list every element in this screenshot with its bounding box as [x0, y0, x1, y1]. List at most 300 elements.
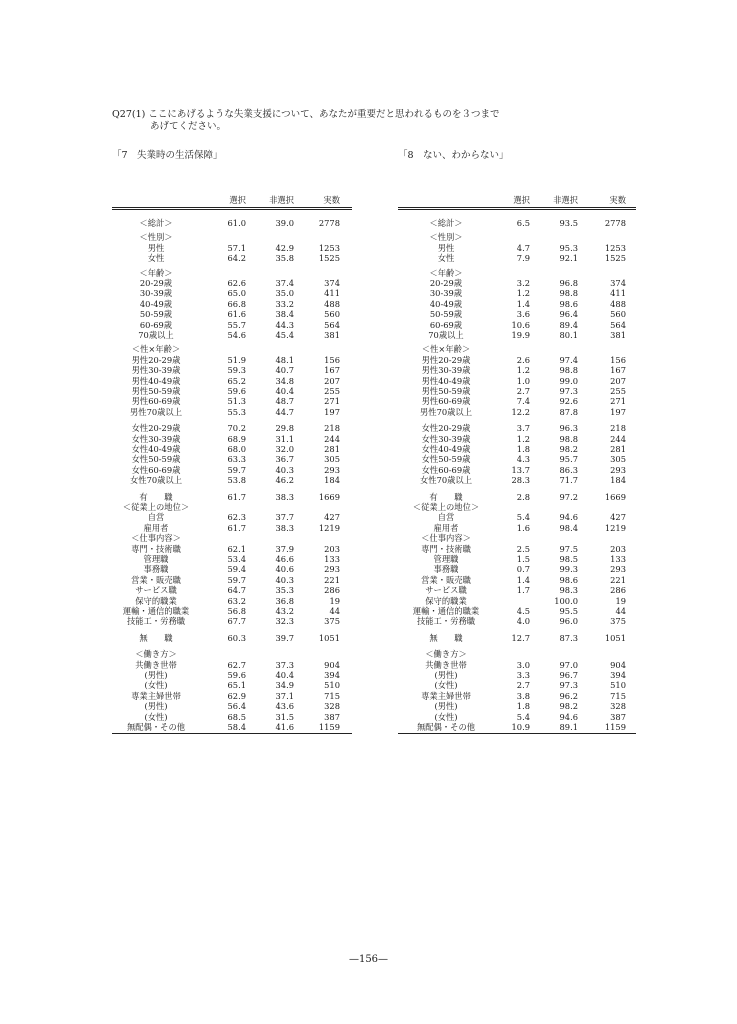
non-select-value: 92.1	[559, 253, 578, 264]
count-value: 197	[324, 406, 340, 417]
non-select-value: 96.2	[559, 690, 578, 701]
table-row	[112, 649, 352, 659]
row-label: 事務職	[433, 564, 459, 575]
non-select-value: 48.7	[275, 396, 294, 407]
table-row	[398, 355, 636, 365]
right-table-title: 「8 ない、わからない」	[398, 150, 509, 161]
count-value: 293	[324, 464, 340, 475]
row-label: 70歳以上	[428, 330, 464, 340]
non-select-value: 39.7	[275, 632, 294, 643]
non-select-value: 98.2	[559, 701, 578, 712]
non-select-value: 98.8	[559, 433, 578, 444]
count-value: 221	[324, 574, 340, 585]
row-label: 事務職	[143, 564, 169, 575]
row-label: (男性)	[144, 701, 168, 712]
row-label: 運輸・通信的職業	[122, 606, 190, 616]
select-value: 61.7	[227, 522, 246, 533]
header-select: 選択	[229, 195, 246, 205]
select-value: 64.2	[227, 253, 246, 264]
row-label: ＜性別＞	[139, 232, 173, 243]
table-row	[398, 434, 636, 444]
non-select-value: 99.0	[559, 375, 578, 386]
count-value: 328	[324, 701, 340, 712]
table-row	[112, 320, 352, 330]
non-select-value: 96.8	[559, 278, 578, 288]
non-select-value: 46.2	[275, 475, 294, 486]
row-label: 技能工・労務職	[416, 616, 476, 627]
non-select-value: 35.8	[275, 253, 294, 264]
count-value: 328	[610, 701, 626, 712]
table-row	[398, 670, 636, 680]
row-label: 30-39歳	[139, 288, 173, 299]
select-value: 54.6	[227, 330, 246, 340]
non-select-value: 40.6	[275, 564, 294, 575]
row-label: 女性60-69歳	[131, 464, 181, 475]
select-value: 1.4	[516, 574, 530, 585]
row-label: 専業主婦世帯	[421, 690, 471, 701]
row-label: 女性40-49歳	[421, 444, 471, 454]
non-select-value: 96.4	[559, 309, 578, 320]
non-select-value: 98.3	[559, 585, 578, 596]
non-select-value: 37.3	[275, 659, 294, 670]
count-value: 1159	[604, 722, 626, 732]
table-row	[398, 299, 636, 309]
question-text	[112, 109, 632, 133]
table-row	[112, 386, 352, 396]
table-row	[112, 218, 352, 228]
header-non-select: 非選択	[553, 195, 578, 205]
table-row	[112, 365, 352, 375]
non-select-value: 43.2	[275, 606, 294, 616]
count-value: 510	[610, 680, 626, 691]
count-value: 255	[610, 386, 626, 396]
row-label: 雇用者	[143, 522, 169, 533]
non-select-value: 44.7	[275, 406, 294, 417]
non-select-value: 80.1	[559, 330, 578, 340]
select-value: 62.9	[227, 690, 246, 701]
table-row	[112, 712, 352, 722]
row-label: ＜働き方＞	[425, 649, 467, 660]
row-label: ＜総計＞	[139, 218, 173, 228]
count-value: 904	[610, 659, 626, 670]
table-row	[112, 575, 352, 585]
table-row	[112, 355, 352, 365]
count-value: 207	[324, 375, 340, 386]
row-label: 男性20-29歳	[131, 354, 181, 365]
count-value: 387	[610, 711, 626, 722]
non-select-value: 38.4	[275, 309, 294, 320]
count-value: 374	[610, 278, 626, 288]
count-value: 19	[615, 595, 626, 606]
non-select-value: 96.0	[559, 616, 578, 627]
row-label: ＜従業上の地位＞	[412, 502, 480, 512]
table-row	[112, 670, 352, 680]
row-label: 男性	[147, 242, 165, 253]
non-select-value: 98.4	[559, 522, 578, 533]
count-value: 1669	[604, 491, 626, 502]
select-value: 28.3	[511, 475, 530, 486]
table-row	[112, 606, 352, 616]
count-value: 156	[610, 354, 626, 365]
table-row	[112, 454, 352, 464]
select-value: 59.7	[227, 574, 246, 585]
non-select-value: 46.6	[275, 554, 294, 564]
table-bottom-rule	[398, 733, 636, 734]
table-row	[398, 606, 636, 616]
row-label: 60-69歳	[139, 319, 173, 330]
table-bottom-rule	[112, 733, 352, 734]
table-row	[398, 423, 636, 433]
count-value: 1669	[318, 491, 340, 502]
table-row	[398, 475, 636, 485]
select-value: 2.7	[516, 386, 530, 396]
select-value: 19.9	[511, 330, 530, 340]
select-value: 1.7	[516, 585, 530, 596]
non-select-value: 95.5	[559, 606, 578, 616]
table-header-rule	[398, 209, 636, 210]
non-select-value: 97.5	[559, 543, 578, 554]
select-value: 62.3	[227, 512, 246, 523]
table-row	[112, 299, 352, 309]
select-value: 2.8	[516, 491, 530, 502]
row-label: 専門・技術職	[131, 543, 181, 554]
select-value: 62.7	[227, 659, 246, 670]
table-row	[398, 575, 636, 585]
select-value: 68.9	[227, 433, 246, 444]
non-select-value: 39.0	[275, 218, 294, 228]
left-table-header	[112, 194, 352, 206]
select-value: 59.7	[227, 464, 246, 475]
select-value: 3.2	[516, 278, 530, 288]
select-value: 3.6	[516, 309, 530, 320]
count-value: 381	[324, 330, 340, 340]
non-select-value: 98.8	[559, 288, 578, 299]
row-label: ＜従業上の地位＞	[122, 502, 190, 512]
count-value: 203	[610, 543, 626, 554]
select-value: 65.2	[227, 375, 246, 386]
count-value: 44	[615, 606, 626, 616]
non-select-value: 31.1	[275, 433, 294, 444]
non-select-value: 97.0	[559, 659, 578, 670]
table-row	[398, 454, 636, 464]
row-label: 男性	[437, 242, 455, 253]
count-value: 564	[610, 319, 626, 330]
header-count: 実数	[609, 195, 626, 205]
select-value: 12.2	[511, 406, 530, 417]
row-label: 無 職	[429, 632, 463, 643]
count-value: 203	[324, 543, 340, 554]
table-row	[398, 232, 636, 242]
non-select-value: 40.7	[275, 365, 294, 376]
table-row	[112, 444, 352, 454]
row-label: 男性60-69歳	[421, 396, 471, 407]
row-label: 有 職	[139, 491, 173, 502]
row-label: 女性60-69歳	[421, 464, 471, 475]
row-label: 男性40-49歳	[131, 375, 181, 386]
non-select-value: 98.8	[559, 365, 578, 376]
row-label: ＜仕事内容＞	[131, 533, 181, 544]
count-value: 271	[324, 396, 340, 407]
non-select-value: 35.3	[275, 585, 294, 596]
table-row	[398, 691, 636, 701]
select-value: 51.3	[227, 396, 246, 407]
row-label: 雇用者	[433, 522, 459, 533]
non-select-value: 89.4	[559, 319, 578, 330]
count-value: 293	[610, 464, 626, 475]
table-row	[112, 243, 352, 253]
non-select-value: 95.7	[559, 454, 578, 465]
select-value: 53.8	[227, 475, 246, 486]
table-row	[398, 288, 636, 298]
non-select-value: 40.3	[275, 574, 294, 585]
table-row	[398, 278, 636, 288]
count-value: 394	[610, 670, 626, 680]
select-value: 1.6	[516, 522, 530, 533]
row-label: 男性40-49歳	[421, 375, 471, 386]
count-value: 2778	[318, 218, 340, 228]
table-row	[398, 544, 636, 554]
count-value: 2778	[604, 218, 626, 228]
count-value: 218	[324, 423, 340, 434]
count-value: 427	[324, 512, 340, 523]
non-select-value: 94.6	[559, 512, 578, 523]
non-select-value: 87.3	[559, 632, 578, 643]
count-value: 374	[324, 278, 340, 288]
select-value: 10.9	[511, 722, 530, 732]
table-row	[112, 554, 352, 564]
non-select-value: 98.2	[559, 444, 578, 454]
count-value: 184	[610, 475, 626, 486]
count-value: 305	[324, 454, 340, 465]
non-select-value: 98.6	[559, 574, 578, 585]
non-select-value: 37.7	[275, 512, 294, 523]
table-row	[112, 253, 352, 263]
row-label: (男性)	[434, 670, 458, 680]
non-select-value: 40.4	[275, 386, 294, 396]
table-row	[112, 376, 352, 386]
row-label: 営業・販売職	[131, 574, 181, 585]
non-select-value: 45.4	[275, 330, 294, 340]
count-value: 133	[610, 554, 626, 564]
table-row	[112, 633, 352, 643]
count-value: 197	[610, 406, 626, 417]
non-select-value: 34.8	[275, 375, 294, 386]
non-select-value: 97.4	[559, 354, 578, 365]
row-label: 女性50-59歳	[131, 454, 181, 465]
row-label: 70歳以上	[138, 330, 174, 340]
non-select-value: 97.2	[559, 491, 578, 502]
select-value: 64.7	[227, 585, 246, 596]
table-row	[398, 649, 636, 659]
non-select-value: 36.8	[275, 595, 294, 606]
count-value: 1219	[604, 522, 626, 533]
table-row	[398, 253, 636, 263]
select-value: 60.3	[227, 632, 246, 643]
count-value: 560	[610, 309, 626, 320]
non-select-value: 98.6	[559, 298, 578, 309]
non-select-value: 96.7	[559, 670, 578, 680]
table-row	[112, 722, 352, 732]
row-label: 30-39歳	[429, 288, 463, 299]
row-label: 自営	[147, 512, 165, 523]
non-select-value: 40.4	[275, 670, 294, 680]
row-label: 専門・技術職	[421, 543, 471, 554]
table-row	[398, 712, 636, 722]
table-row	[398, 309, 636, 319]
select-value: 70.2	[227, 423, 246, 434]
page-number: —156—	[348, 954, 389, 965]
count-value: 218	[610, 423, 626, 434]
select-value: 65.1	[227, 680, 246, 691]
row-label: 男性60-69歳	[131, 396, 181, 407]
count-value: 244	[324, 433, 340, 444]
non-select-value: 37.1	[275, 690, 294, 701]
row-label: 管理職	[433, 554, 459, 564]
select-value: 2.7	[516, 680, 530, 691]
row-label: 女性70歳以上	[129, 475, 183, 486]
right-table-header	[398, 194, 636, 206]
select-value: 61.0	[227, 218, 246, 228]
select-value: 55.3	[227, 406, 246, 417]
row-label: (男性)	[434, 701, 458, 712]
table-row	[112, 465, 352, 475]
table-row	[112, 564, 352, 574]
row-label: 女性40-49歳	[131, 444, 181, 454]
select-value: 4.0	[516, 616, 530, 627]
row-label: 共働き世帯	[135, 659, 177, 670]
count-value: 167	[324, 365, 340, 376]
row-label: 60-69歳	[429, 319, 463, 330]
row-label: 40-49歳	[429, 298, 463, 309]
table-row	[112, 434, 352, 444]
count-value: 281	[610, 444, 626, 454]
select-value: 66.8	[227, 298, 246, 309]
non-select-value: 29.8	[275, 423, 294, 434]
table-row	[112, 278, 352, 288]
table-row	[112, 544, 352, 554]
select-value: 2.5	[516, 543, 530, 554]
table-row	[112, 288, 352, 298]
select-value: 3.0	[516, 659, 530, 670]
table-row	[398, 365, 636, 375]
row-label: 40-49歳	[139, 298, 173, 309]
right-table	[398, 194, 636, 732]
row-label: 有 職	[429, 491, 463, 502]
table-row	[398, 218, 636, 228]
count-value: 133	[324, 554, 340, 564]
non-select-value: 40.3	[275, 464, 294, 475]
row-label: ＜性×年齢＞	[421, 344, 471, 355]
non-select-value: 31.5	[275, 711, 294, 722]
select-value: 63.3	[227, 454, 246, 465]
left-table	[112, 194, 352, 732]
row-label: 女性70歳以上	[419, 475, 473, 486]
count-value: 488	[324, 298, 340, 309]
select-value: 4.3	[516, 454, 530, 465]
row-label: 女性20-29歳	[131, 423, 181, 434]
non-select-value: 96.3	[559, 423, 578, 434]
table-row	[112, 330, 352, 340]
select-value: 56.8	[227, 606, 246, 616]
non-select-value: 32.0	[275, 444, 294, 454]
table-row	[112, 396, 352, 406]
count-value: 293	[610, 564, 626, 575]
non-select-value: 33.2	[275, 298, 294, 309]
count-value: 427	[610, 512, 626, 523]
row-label: 無 職	[139, 632, 173, 643]
select-value: 61.7	[227, 491, 246, 502]
table-row	[398, 596, 636, 606]
count-value: 387	[324, 711, 340, 722]
select-value: 65.0	[227, 288, 246, 299]
non-select-value: 37.9	[275, 543, 294, 554]
table-row	[112, 585, 352, 595]
select-value: 7.9	[516, 253, 530, 264]
header-select: 選択	[513, 195, 530, 205]
table-row	[112, 533, 352, 543]
non-select-value: 38.3	[275, 522, 294, 533]
non-select-value: 35.0	[275, 288, 294, 299]
count-value: 244	[610, 433, 626, 444]
non-select-value: 87.8	[559, 406, 578, 417]
table-row	[112, 616, 352, 626]
table-row	[398, 722, 636, 732]
table-row	[112, 523, 352, 533]
row-label: 男性30-39歳	[131, 365, 181, 376]
non-select-value: 86.3	[559, 464, 578, 475]
count-value: 510	[324, 680, 340, 691]
row-label: 自営	[437, 512, 455, 523]
row-label: ＜年齢＞	[139, 267, 173, 278]
table-row	[398, 701, 636, 711]
row-label: 営業・販売職	[421, 574, 471, 585]
row-label: 女性	[437, 253, 455, 264]
count-value: 1253	[318, 242, 340, 253]
count-value: 381	[610, 330, 626, 340]
count-value: 394	[324, 670, 340, 680]
table-row	[398, 344, 636, 354]
row-label: (女性)	[434, 711, 458, 722]
select-value: 3.3	[516, 670, 530, 680]
row-label: ＜仕事内容＞	[421, 533, 471, 544]
select-value: 59.3	[227, 365, 246, 376]
select-value: 59.4	[227, 564, 246, 575]
non-select-value: 44.3	[275, 319, 294, 330]
select-value: 1.8	[516, 444, 530, 454]
count-value: 1051	[318, 632, 340, 643]
count-value: 1159	[318, 722, 340, 732]
row-label: 保守的職業	[135, 595, 177, 606]
table-row	[398, 585, 636, 595]
row-label: 50-59歳	[429, 309, 463, 320]
select-value: 5.4	[516, 711, 530, 722]
count-value: 1051	[604, 632, 626, 643]
row-label: (女性)	[434, 680, 458, 691]
select-value: 55.7	[227, 319, 246, 330]
question-line-1: Q27(1) ここにあげるような失業支援について、あなたが重要だと思われるものを３つまで	[112, 109, 500, 120]
count-value: 488	[610, 298, 626, 309]
select-value: 0.7	[516, 564, 530, 575]
row-label: (女性)	[144, 680, 168, 691]
row-label: 女性50-59歳	[421, 454, 471, 465]
select-value: 1.5	[516, 554, 530, 564]
table-row	[398, 616, 636, 626]
table-top-rule	[112, 207, 352, 208]
select-value: 13.7	[511, 464, 530, 475]
non-select-value: 94.6	[559, 711, 578, 722]
select-value: 1.8	[516, 701, 530, 712]
question-line-2: あげてください。	[150, 121, 227, 132]
